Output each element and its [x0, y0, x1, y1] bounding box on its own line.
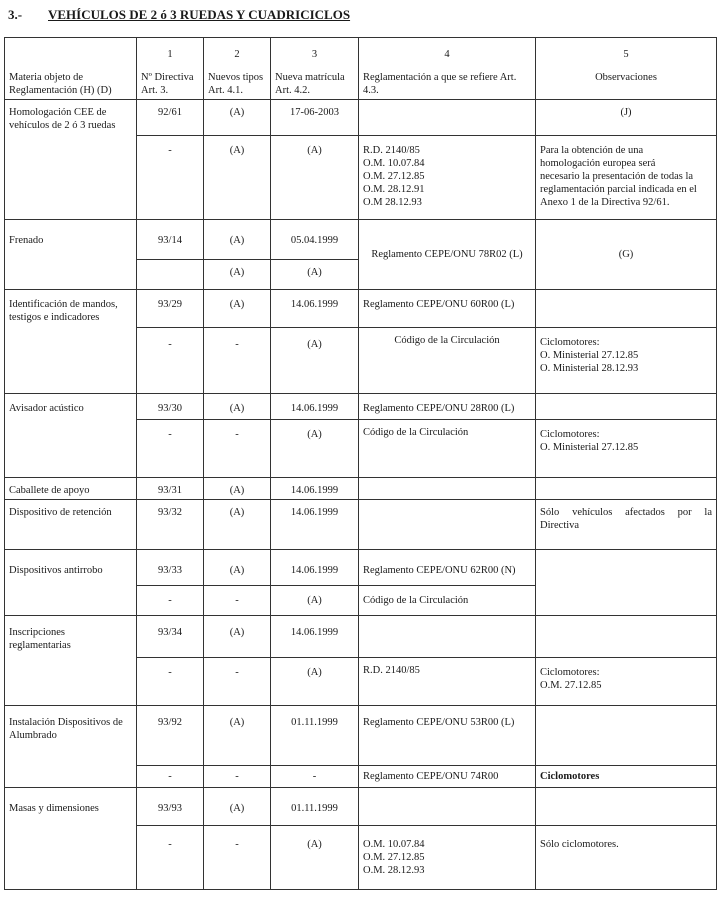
- nuevos-tipos-cell: -: [204, 328, 271, 394]
- col-number-5: 5: [623, 49, 629, 60]
- table-row: [5, 616, 717, 658]
- directiva-cell: -: [137, 658, 204, 706]
- observaciones-cell: [536, 394, 717, 420]
- observaciones-cell: Sólo vehículos afectados por la Directiva: [536, 500, 717, 550]
- materia-cell: Dispositivo de retención: [5, 500, 137, 550]
- observaciones-cell: Ciclomotores: O.M. 27.12.85: [536, 658, 717, 706]
- nuevos-tipos-cell: (A): [204, 394, 271, 420]
- materia-cell: Caballete de apoyo: [5, 478, 137, 500]
- observaciones-cell: Para la obtención de una homologación europea será necesario la presentación de todas la reglamentación parcial indicada en el Anexo 1 de la Directiva 92/61.: [536, 136, 717, 220]
- reglamentacion-cell: O.M. 10.07.84 O.M. 27.12.85 O.M. 28.12.93: [359, 826, 536, 890]
- reglamentacion-cell: Reglamento CEPE/ONU 62R00 (N): [359, 550, 536, 586]
- table-row: [5, 394, 717, 420]
- nuevos-tipos-cell: -: [204, 766, 271, 788]
- reglamentacion-cell: Reglamento CEPE/ONU 74R00: [359, 766, 536, 788]
- nuevos-tipos-cell: (A): [204, 220, 271, 260]
- reglamentacion-cell: Reglamento CEPE/ONU 53R00 (L): [359, 706, 536, 766]
- reglamentacion-cell: Código de la Circulación: [359, 328, 536, 394]
- col-number-3: 3: [311, 49, 318, 60]
- col-number-4: 4: [444, 49, 450, 60]
- directiva-cell: 92/61: [137, 100, 204, 136]
- observaciones-cell: [536, 550, 717, 616]
- nueva-matricula-cell: 01.11.1999: [271, 788, 359, 826]
- materia-cell: Avisador acústico: [5, 394, 137, 478]
- header-col-4: [359, 38, 536, 100]
- header-col-3: [271, 38, 359, 100]
- header-materia-label: Materia objeto de Reglamentación (H) (D): [9, 72, 112, 96]
- nueva-matricula-cell: (A): [271, 260, 359, 290]
- directiva-cell: 93/29: [137, 290, 204, 328]
- nueva-matricula-cell: 14.06.1999: [271, 500, 359, 550]
- nuevos-tipos-cell: (A): [204, 788, 271, 826]
- observaciones-cell: [536, 788, 717, 826]
- nuevos-tipos-cell: (A): [204, 550, 271, 586]
- table-row: [5, 706, 717, 766]
- header-col-2-label: Nuevos tipos Art. 4.1.: [208, 72, 264, 96]
- nuevos-tipos-cell: (A): [204, 260, 271, 290]
- materia-cell: Instalación Dispositivos de Alumbrado: [5, 706, 137, 788]
- col-number-1: 1: [167, 49, 173, 60]
- nueva-matricula-cell: (A): [271, 328, 359, 394]
- nuevos-tipos-cell: -: [204, 586, 271, 616]
- nuevos-tipos-cell: (A): [204, 706, 271, 766]
- directiva-cell: -: [137, 420, 204, 478]
- reglamentacion-cell: [359, 500, 536, 550]
- reglamentacion-cell: Código de la Circulación: [359, 586, 536, 616]
- materia-cell: Inscripciones reglamentarias: [5, 616, 137, 706]
- directiva-cell: 93/14: [137, 220, 204, 260]
- observaciones-cell: [536, 290, 717, 328]
- observaciones-cell: Ciclomotores: O. Ministerial 27.12.85 O. Ministerial 28.12.93: [536, 328, 717, 394]
- nuevos-tipos-cell: -: [204, 420, 271, 478]
- directiva-cell: -: [137, 826, 204, 890]
- observaciones-cell: Ciclomotores: [536, 766, 717, 788]
- reglamentacion-cell: [359, 478, 536, 500]
- nuevos-tipos-cell: (A): [204, 616, 271, 658]
- directiva-cell: -: [137, 766, 204, 788]
- materia-cell: Masas y dimensiones: [5, 788, 137, 890]
- nueva-matricula-cell: 14.06.1999: [271, 290, 359, 328]
- nueva-matricula-cell: 14.06.1999: [271, 478, 359, 500]
- nueva-matricula-cell: 01.11.1999: [271, 706, 359, 766]
- reglamentacion-cell: Reglamento CEPE/ONU 60R00 (L): [359, 290, 536, 328]
- nueva-matricula-cell: 14.06.1999: [271, 394, 359, 420]
- reglamentacion-cell: Reglamento CEPE/ONU 28R00 (L): [359, 394, 536, 420]
- nueva-matricula-cell: (A): [271, 136, 359, 220]
- reglamentacion-cell: R.D. 2140/85: [359, 658, 536, 706]
- reglamentacion-cell: Reglamento CEPE/ONU 78R02 (L): [359, 220, 536, 290]
- table-row: [5, 290, 717, 328]
- header-col-3-label: Nueva matrícula Art. 4.2.: [275, 72, 345, 96]
- directiva-cell: -: [137, 586, 204, 616]
- directiva-cell: 93/92: [137, 706, 204, 766]
- directiva-cell: 93/32: [137, 500, 204, 550]
- header-col-5: [536, 38, 717, 100]
- directiva-cell: 93/30: [137, 394, 204, 420]
- observaciones-cell: Sólo ciclomotores.: [536, 826, 717, 890]
- materia-cell: Identificación de mandos, testigos e indicadores: [5, 290, 137, 394]
- header-row: [5, 38, 717, 100]
- header-col-1-label: Nº Directiva Art. 3.: [141, 72, 194, 96]
- nuevos-tipos-cell: (A): [204, 478, 271, 500]
- nueva-matricula-cell: 14.06.1999: [271, 550, 359, 586]
- regulation-table: [4, 37, 717, 890]
- nuevos-tipos-cell: (A): [204, 500, 271, 550]
- directiva-cell: [137, 260, 204, 290]
- reglamentacion-cell: Código de la Circulación: [359, 420, 536, 478]
- nueva-matricula-cell: (A): [271, 420, 359, 478]
- observaciones-cell: (G): [536, 220, 717, 290]
- reglamentacion-cell: [359, 788, 536, 826]
- nueva-matricula-cell: (A): [271, 658, 359, 706]
- nuevos-tipos-cell: (A): [204, 290, 271, 328]
- materia-cell: Frenado: [5, 220, 137, 290]
- observaciones-cell: [536, 478, 717, 500]
- observaciones-cell: [536, 706, 717, 766]
- materia-cell: Dispositivos antirrobo: [5, 550, 137, 616]
- table-row: [5, 500, 717, 550]
- nueva-matricula-cell: 14.06.1999: [271, 616, 359, 658]
- nueva-matricula-cell: -: [271, 766, 359, 788]
- directiva-cell: 93/31: [137, 478, 204, 500]
- directiva-cell: -: [137, 328, 204, 394]
- directiva-cell: 93/34: [137, 616, 204, 658]
- nueva-matricula-cell: (A): [271, 586, 359, 616]
- header-col-2: [204, 38, 271, 100]
- observaciones-cell: [536, 616, 717, 658]
- table-row: [5, 478, 717, 500]
- observaciones-cell: Ciclomotores: O. Ministerial 27.12.85: [536, 420, 717, 478]
- nueva-matricula-cell: 17-06-2003: [271, 100, 359, 136]
- table-row: [5, 100, 717, 136]
- section-heading: [8, 7, 351, 23]
- observaciones-cell: (J): [536, 100, 717, 136]
- header-col-5-label: Observaciones: [595, 72, 657, 83]
- reglamentacion-cell: [359, 616, 536, 658]
- reglamentacion-cell: [359, 100, 536, 136]
- reglamentacion-cell: R.D. 2140/85 O.M. 10.07.84 O.M. 27.12.85 O.M. 28.12.91 O.M 28.12.93: [359, 136, 536, 220]
- materia-cell: Homologación CEE de vehículos de 2 ó 3 ruedas: [5, 100, 137, 220]
- table-row: [5, 550, 717, 586]
- nuevos-tipos-cell: -: [204, 658, 271, 706]
- table-row: [5, 220, 717, 260]
- nuevos-tipos-cell: (A): [204, 136, 271, 220]
- table-row: [5, 788, 717, 826]
- section-title: VEHÍCULOS DE 2 ó 3 RUEDAS Y CUADRICICLOS: [48, 7, 351, 22]
- directiva-cell: 93/93: [137, 788, 204, 826]
- header-col-1: [137, 38, 204, 100]
- directiva-cell: 93/33: [137, 550, 204, 586]
- header-col-4-label: Reglamentación a que se refiere Art. 4.3.: [363, 72, 517, 96]
- header-materia: [5, 38, 137, 100]
- section-number: 3.-: [8, 7, 23, 22]
- nueva-matricula-cell: (A): [271, 826, 359, 890]
- nuevos-tipos-cell: (A): [204, 100, 271, 136]
- nuevos-tipos-cell: -: [204, 826, 271, 890]
- directiva-cell: -: [137, 136, 204, 220]
- nueva-matricula-cell: 05.04.1999: [271, 220, 359, 260]
- col-number-2: 2: [234, 49, 240, 60]
